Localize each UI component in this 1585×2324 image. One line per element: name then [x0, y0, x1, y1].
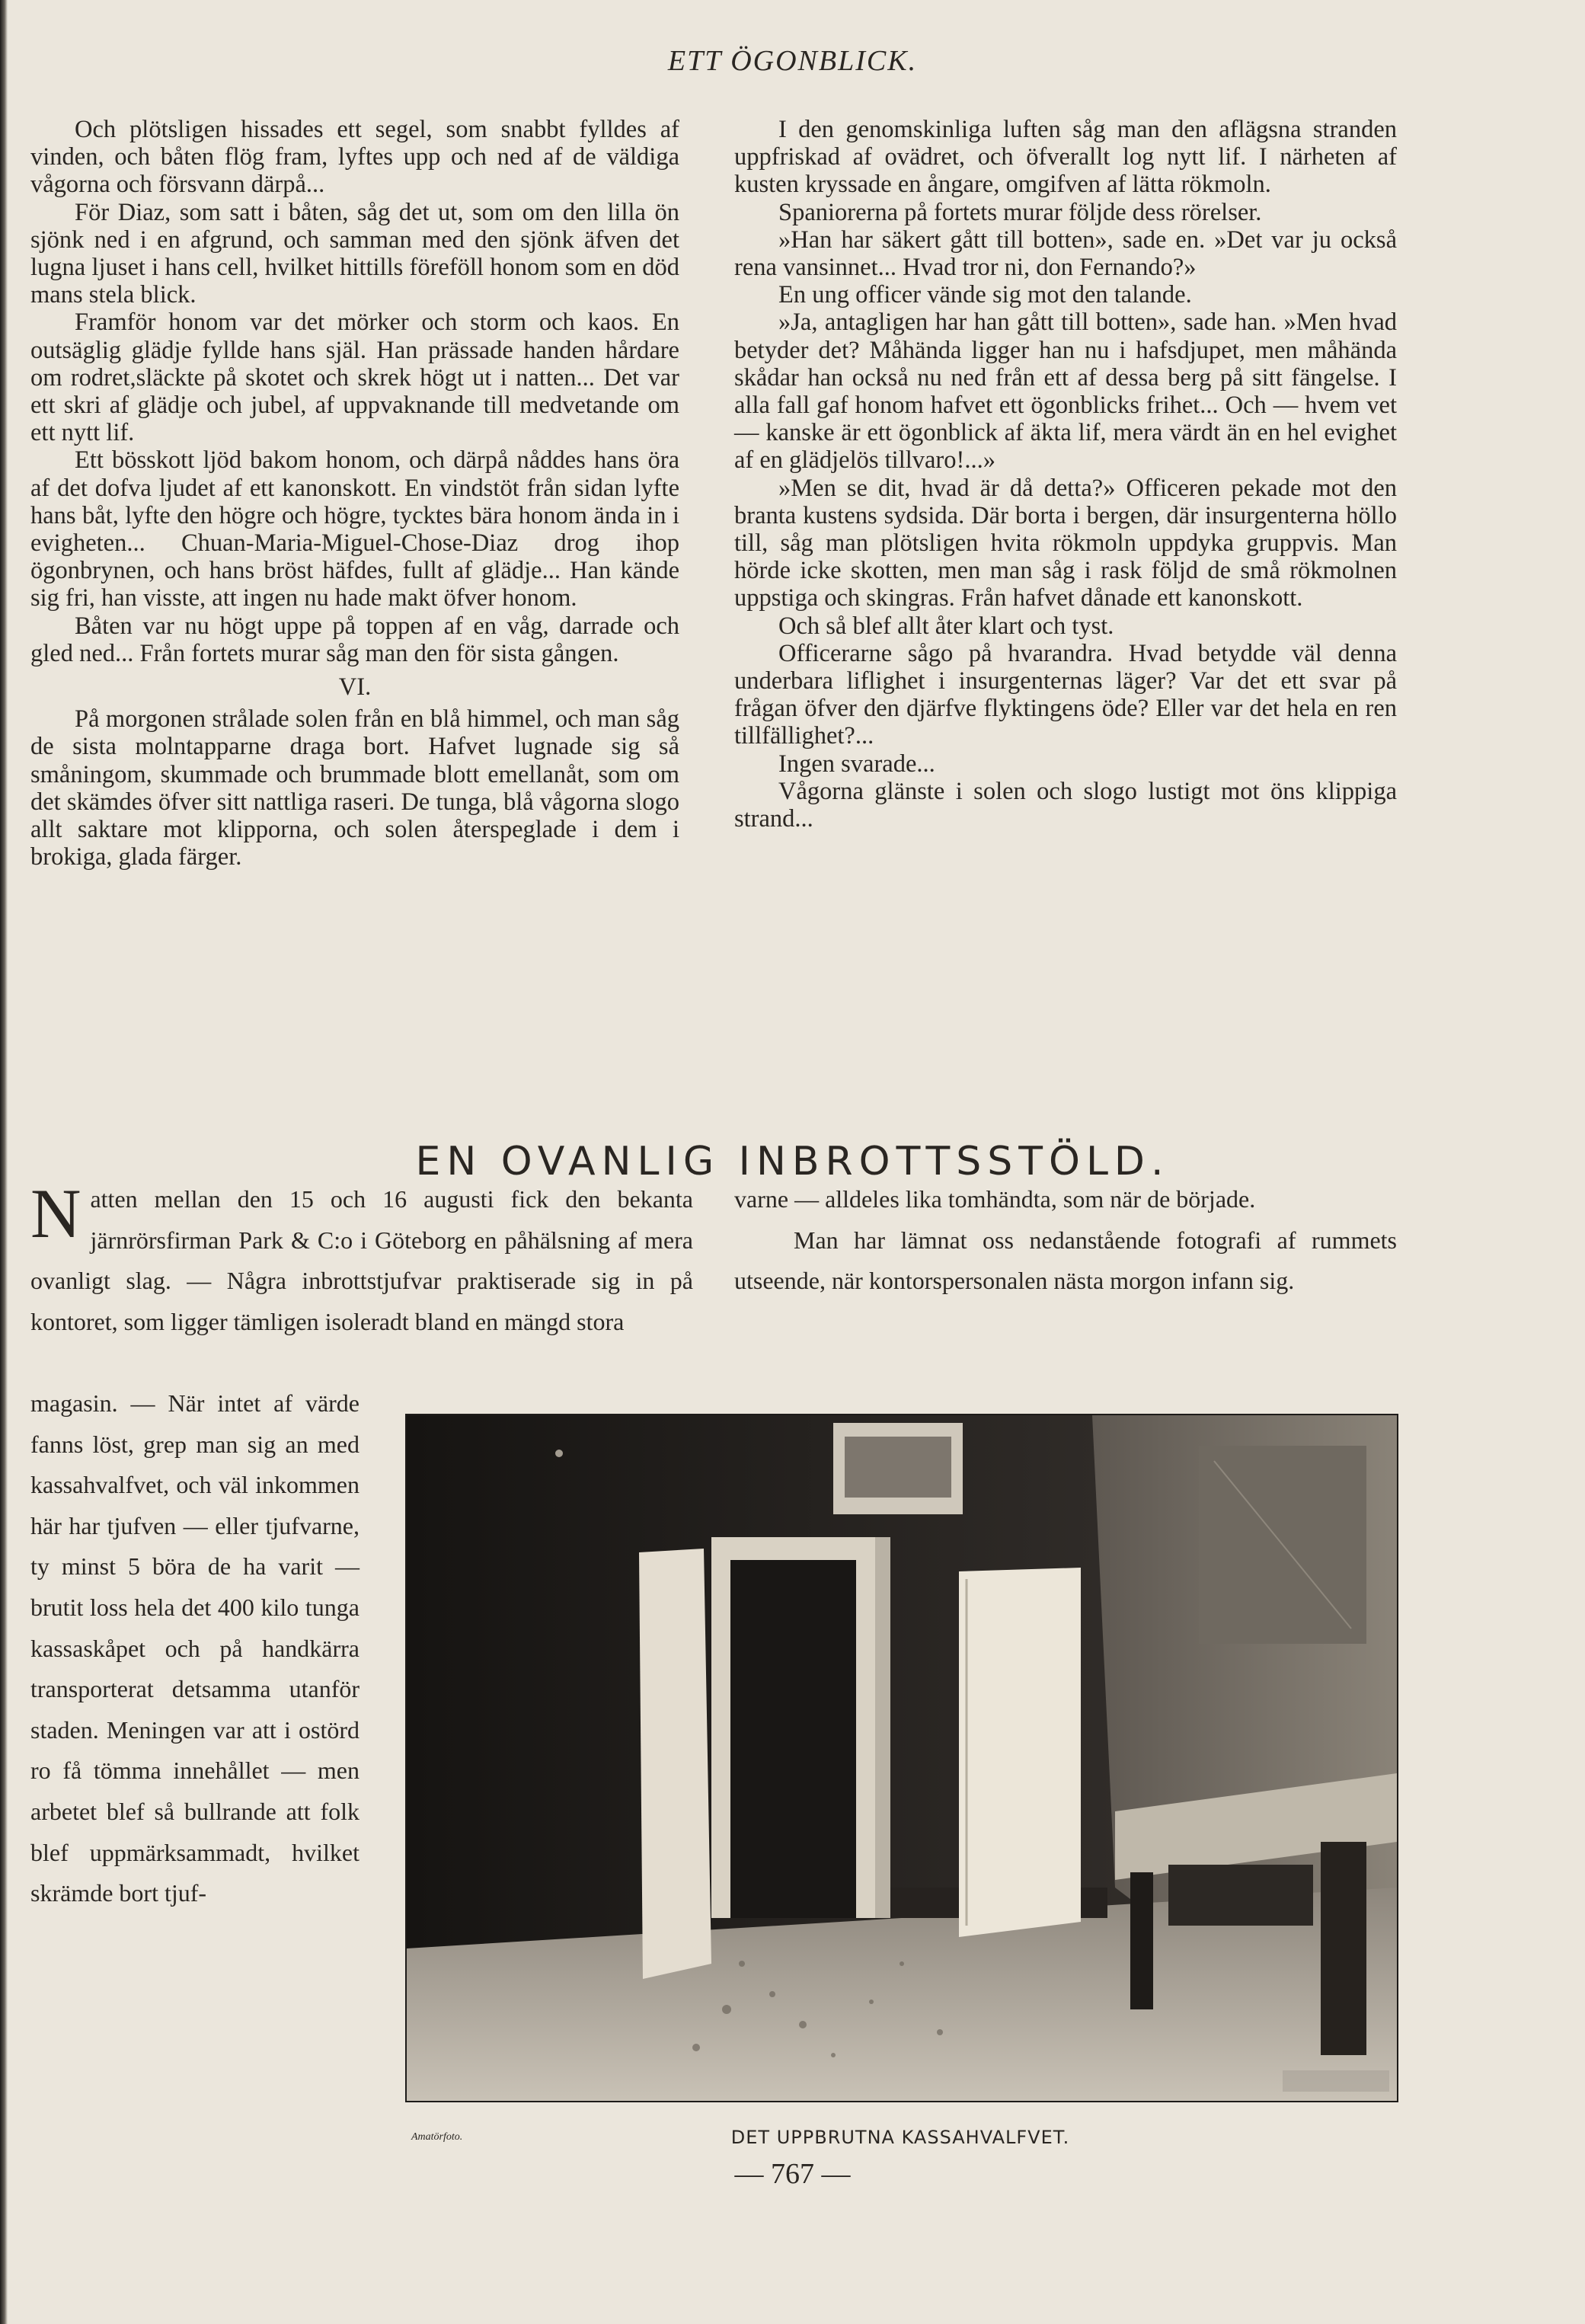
story-paragraph: För Diaz, som satt i båten, såg det ut, som om den lilla ön sjönk ned i en afgrund, och samman med den sjönk äfven det lugna ljuset i hans cell, hvilket hittills föreföll honom som en död mans stela blick.	[30, 198, 679, 309]
article-paragraph: Man har lämnat oss nedanstående fotografi af rummets utseende, när kontorspersonalen nästa morgon infann sig.	[734, 1226, 1397, 1295]
photo-credit: Amatörfoto.	[411, 2131, 463, 2143]
story-paragraph: Vågorna glänste i solen och slogo lustigt mot öns klippiga strand...	[734, 777, 1397, 833]
story-paragraph: »Men se dit, hvad är då detta?» Officeren pekade mot den branta kustens sydsida. Där borta i bergen, där insurgenterna höllo till, såg man plötsligen hvita rökmoln uppdyka gruppvis. Man hörde icke skotten, men man såg i rask följd de små rökmolnen uppstiga och skingras. Från hafvet dånade ett kanonskott.	[734, 474, 1397, 612]
story-paragraph: Officerarne sågo på hvarandra. Hvad betydde väl denna underbara liflighet i insurgenternas läger? Var det ett svar på frågan öfver den djärfve flyktingens öde? Eller var det hela en ren tillfällighet?...	[734, 639, 1397, 750]
vault-photo-illustration	[407, 1415, 1397, 2101]
story-paragraph: Framför honom var det mörker och storm och kaos. En outsäglig glädje fyllde hans själ. Han prässade handen hårdare om rodret,släckte på skotet och skrek högt ut i natten... Det var ett skri af glädje och jubel, af uppvaknande till medvetande om ett nytt lif.	[30, 308, 679, 447]
drop-cap: N	[30, 1175, 81, 1252]
story-paragraph: En ung officer vände sig mot den talande.	[778, 281, 1192, 309]
story-right-column	[734, 116, 1397, 833]
article-right-column	[734, 1179, 1397, 1302]
story-left-column	[30, 116, 679, 871]
story-paragraph: Och så blef allt åter klart och tyst.	[778, 612, 1114, 640]
section-number: VI.	[338, 673, 372, 702]
story-paragraph: Båten var nu högt uppe på toppen af en våg, darrade och gled ned... Från fortets murar såg man den för sista gången.	[30, 612, 679, 667]
vault-photo	[405, 1414, 1398, 2102]
article-narrow-column	[30, 1383, 360, 1914]
story-paragraph: Ingen svarade...	[778, 750, 935, 778]
story-paragraph: Spaniorerna på fortets murar följde dess rörelser.	[778, 198, 1262, 226]
running-head: ETT ÖGONBLICK.	[667, 45, 918, 77]
article-paragraph: magasin. — När intet af värde fanns löst, grep man sig an med kassahvalfvet, och väl inkommen här har tjufven — eller tjufvarne, ty minst 5 böra de ha varit — brutit loss hela det 400 kilo tunga kassaskåpet och på handkärra transporterat detsamma utanför staden. Meningen var att i ostörd ro få tömma innehållet — men arbetet blef så bullrande att folk blef uppmärksammadt, hvilket skrämde bort tjuf-	[30, 1389, 360, 1907]
article-paragraph: varne — alldeles lika tomhändta, som när de började.	[734, 1185, 1256, 1213]
article-intro-text: atten mellan den 15 och 16 augusti fick den bekanta järnrörsfirman Park & C:o i Göteborg en påhälsning af mera ovanligt slag. — Några inbrottstjufvar praktiserade sig in på kontoret, som ligger tämligen isoleradt bland en mängd stora	[30, 1185, 693, 1335]
page-number: — 767 —	[734, 2158, 851, 2190]
story-paragraph: I den genomskinliga luften såg man den aflägsna stranden uppfriskad af ovädret, och öfverallt log nytt lif. I närheten af kusten kryssade en ångare, omgifven af lätta rökmoln.	[734, 116, 1397, 199]
article-intro	[30, 1175, 693, 1342]
story-paragraph: »Han har säkert gått till botten», sade en. »Det var ju också rena vansinnet... Hvad tror ni, don Fernando?»	[734, 225, 1397, 282]
story-paragraph: Och plötsligen hissades ett segel, som snabbt fylldes af vinden, och båten flög fram, lyftes upp och ned af de väldiga vågorna och försvann därpå...	[30, 116, 679, 199]
article-title: EN OVANLIG INBROTTSSTÖLD.	[415, 1138, 1170, 1184]
story-paragraph: »Ja, antagligen har han gått till botten», sade han. »Men hvad betyder det? Måhända ligger han nu i hafsdjupet, men måhända skådar han också nu ned från ett af dessa berg på sitt fängelse. I alla fall gaf honom hafvet ett ögonblicks frihet... Och — hvem vet — kanske är ett ögonblick af äkta lif, mera värdt än en hel evighet af en glädjelös tillvaro!...»	[734, 308, 1397, 475]
story-paragraph: Ett bösskott ljöd bakom honom, och därpå nåddes hans öra af det dofva ljudet af ett kanonskott. En vindstöt från sidan lyfte hans båt, lyfte den högre och högre, tycktes bära honom ända in i evigheten... Chuan-Maria-Miguel-Chose-Diaz drog ihop ögonbrynen, och hans bröst häfdes, fullt af glädje... Han kände sig fri, han visste, att ingen nu hade makt öfver honom.	[30, 446, 679, 612]
story-paragraph: På morgonen strålade solen från en blå himmel, och man såg de sista molntapparne draga bort. Hafvet lugnade sig så småningom, skummade och brummade blott emellanåt, som om det skämdes öfver sitt nattliga raseri. De tunga, blå vågorna slogo allt saktare mot klipporna, och solen återspeglade i dem i brokiga, glada färger.	[30, 705, 679, 871]
photo-caption: DET UPPBRUTNA KASSAHVALFVET.	[730, 2127, 1070, 2148]
